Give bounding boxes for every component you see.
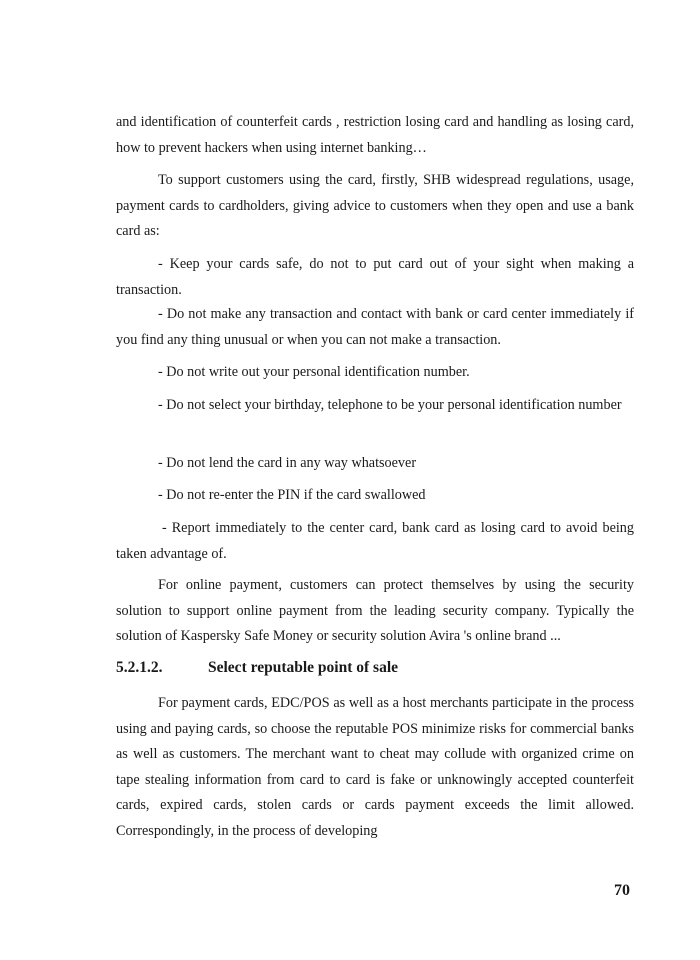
bullet-report-lost-card: - Report immediately to the center card, bank card as losing card to avoid being taken advantage of.	[116, 520, 634, 562]
bullet-contact-bank: - Do not make any transaction and contact with bank or card center immediately if you find any thing unusual or when you can not make a transaction.	[116, 306, 634, 348]
section-heading	[116, 659, 398, 677]
section-title: Select reputable point of sale	[208, 659, 399, 676]
paragraph-online-payment: For online payment, customers can protect themselves by using the security solution to support online payment from the leading security company. Typically the solution of Kaspersky Safe Money or security solution Avira 's online brand ...	[116, 577, 634, 645]
bullet-pin-secret: - Do not write out your personal identification number.	[158, 364, 470, 380]
section-number: 5.2.1.2.	[116, 659, 163, 676]
paragraph-customer-support: To support customers using the card, firstly, SHB widespread regulations, usage, payment cards to cardholders, giving advice to customers when they open and use a bank card as:	[116, 172, 634, 240]
bullet-reenter-pin: - Do not re-enter the PIN if the card swallowed	[158, 487, 426, 503]
paragraph-continuation: and identification of counterfeit cards , restriction losing card and handling as losing card, how to prevent hackers when using internet banking…	[116, 114, 634, 156]
page-number: 70	[614, 882, 630, 899]
bullet-lend-card: - Do not lend the card in any way whatsoever	[158, 455, 417, 471]
paragraph-reputable-pos: For payment cards, EDC/POS as well as a host merchants participate in the process using and paying cards, so choose the reputable POS minimize risks for commercial banks as well as customers. The merchant want to cheat may collude with organized crime on tape stealing information from card to card is fake or unknowingly accepted counterfeit cards, expired cards, stolen cards or cards payment exceeds the limit allowed. Correspondingly, in the process of developing	[116, 695, 634, 839]
bullet-keep-cards-safe: - Keep your cards safe, do not to put card out of your sight when making a transaction.	[116, 256, 634, 298]
bullet-pin-choice: - Do not select your birthday, telephone to be your personal identification number	[158, 397, 622, 413]
